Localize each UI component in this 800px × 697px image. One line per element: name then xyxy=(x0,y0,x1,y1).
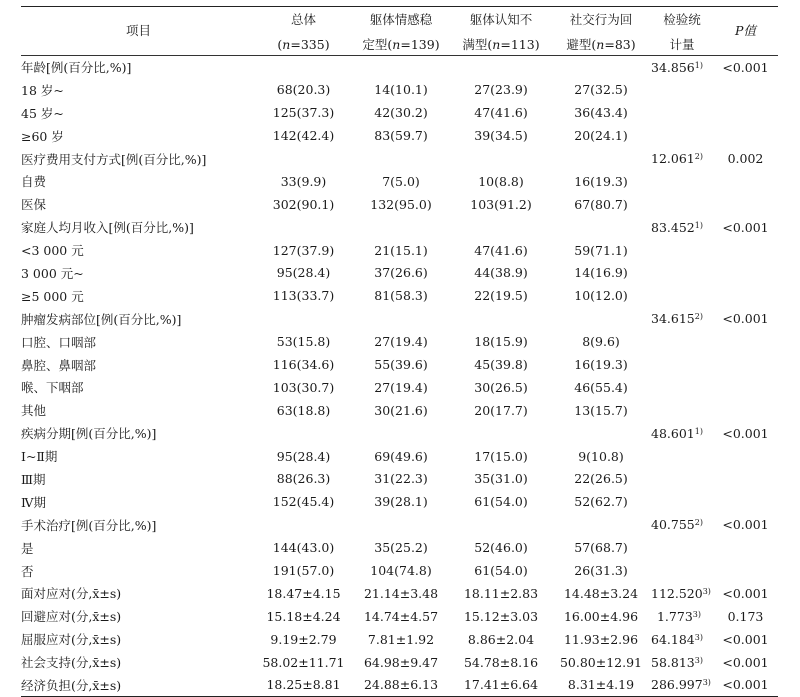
cell-avoid: 26(31.3) xyxy=(574,563,628,579)
cell-p-value: <0.001 xyxy=(722,631,769,647)
cell-avoid: 20(24.1) xyxy=(574,128,628,144)
header-stat-line1: 检验统 xyxy=(663,12,701,27)
table-row xyxy=(21,490,778,513)
cell-avoid xyxy=(551,216,651,239)
cell-test-statistic xyxy=(651,193,713,216)
cell-avoid: 9(10.8) xyxy=(578,448,624,464)
cell-p-value: <0.001 xyxy=(722,517,769,533)
cell-stable: 7.81±1.92 xyxy=(367,631,435,647)
cell-test-statistic xyxy=(651,536,713,559)
table-row xyxy=(21,399,778,422)
group-row xyxy=(21,147,778,170)
row-label: 肿瘤发病部位[例(百分比,%)] xyxy=(21,311,182,327)
cell-discontent xyxy=(451,216,551,239)
cell-stable: 21(15.1) xyxy=(374,242,428,258)
row-label: 社会支持(分,x̄±s) xyxy=(21,655,122,671)
cell-stable: 64.98±9.47 xyxy=(363,654,439,670)
cell-p-value xyxy=(713,101,778,124)
cell-avoid: 59(71.1) xyxy=(574,242,628,258)
row-label: 是 xyxy=(21,540,34,556)
row-label: 屈服应对(分,x̄±s) xyxy=(21,632,122,648)
table-row xyxy=(21,193,778,216)
cell-p-value: <0.001 xyxy=(722,59,769,75)
cell-avoid: 52(62.7) xyxy=(574,494,628,510)
cell-test-statistic xyxy=(651,330,713,353)
cell-test-statistic xyxy=(651,605,713,628)
group-row xyxy=(21,582,778,605)
cell-p-value: <0.001 xyxy=(722,654,769,670)
cell-total xyxy=(256,216,351,239)
cell-test-statistic xyxy=(651,284,713,307)
table-row xyxy=(21,284,778,307)
test-statistic-value: 64.184 xyxy=(651,631,695,647)
cell-stable: 14(10.1) xyxy=(374,82,428,98)
cell-avoid: 11.93±2.96 xyxy=(563,631,639,647)
cell-stable: 24.88±6.13 xyxy=(363,677,439,693)
cell-p-value: 0.173 xyxy=(727,608,764,624)
cell-test-statistic xyxy=(651,56,713,79)
row-label: 3 000 元~ xyxy=(21,265,84,281)
cell-discontent: 47(41.6) xyxy=(474,242,528,258)
row-label: 回避应对(分,x̄±s) xyxy=(21,609,122,625)
cell-avoid: 16(19.3) xyxy=(574,173,628,189)
test-statistic-footnote: 1) xyxy=(694,60,703,70)
header-stable-line2: 定型(n=139) xyxy=(362,37,440,52)
header-discontent-line2: 满型(n=113) xyxy=(462,37,540,52)
row-label: 医保 xyxy=(21,197,47,213)
cell-test-statistic xyxy=(651,353,713,376)
cell-p-value: <0.001 xyxy=(722,425,769,441)
cell-total: 33(9.9) xyxy=(280,173,327,189)
cell-discontent xyxy=(451,307,551,330)
cell-stable: 14.74±4.57 xyxy=(363,608,439,624)
cell-total: 58.02±11.71 xyxy=(262,654,345,670)
cell-avoid xyxy=(551,513,651,536)
cell-p-value xyxy=(713,445,778,468)
cell-test-statistic xyxy=(651,170,713,193)
group-row xyxy=(21,628,778,651)
row-label: ≥5 000 元 xyxy=(21,288,84,304)
cell-avoid: 46(55.4) xyxy=(574,379,628,395)
cell-discontent: 30(26.5) xyxy=(474,379,528,395)
cell-p-value xyxy=(713,124,778,147)
cell-discontent: 52(46.0) xyxy=(474,540,528,556)
cell-test-statistic xyxy=(651,490,713,513)
cell-total: 95(28.4) xyxy=(276,265,331,281)
cell-discontent: 47(41.6) xyxy=(474,105,528,121)
cell-total: 15.18±4.24 xyxy=(266,608,341,624)
cell-test-statistic xyxy=(651,422,713,445)
test-statistic-footnote: 3) xyxy=(692,609,701,619)
test-statistic-footnote: 2) xyxy=(694,518,703,528)
test-statistic-value: 34.615 xyxy=(651,311,695,327)
group-row xyxy=(21,651,778,674)
cell-stable xyxy=(351,422,451,445)
cell-discontent: 17(15.0) xyxy=(474,448,528,464)
cell-p-value xyxy=(713,262,778,285)
cell-total xyxy=(256,147,351,170)
row-label: Ⅲ期 xyxy=(21,471,46,487)
cell-total: 142(42.4) xyxy=(272,128,335,144)
test-statistic-value: 83.452 xyxy=(651,219,695,235)
cell-total: 116(34.6) xyxy=(272,357,335,373)
test-statistic-value: 1.773 xyxy=(656,608,693,624)
cell-total: 113(33.7) xyxy=(272,288,335,304)
group-row xyxy=(21,513,778,536)
cell-avoid: 57(68.7) xyxy=(574,540,628,556)
cell-total: 95(28.4) xyxy=(276,448,331,464)
cell-discontent: 35(31.0) xyxy=(474,471,528,487)
cell-discontent: 44(38.9) xyxy=(474,265,528,281)
cell-total: 103(30.7) xyxy=(272,379,335,395)
row-label: 其他 xyxy=(21,403,47,419)
group-row xyxy=(21,216,778,239)
header-avoid-line1: 社交行为回 xyxy=(569,12,633,27)
cell-avoid: 36(43.4) xyxy=(574,105,628,121)
cell-avoid xyxy=(551,307,651,330)
row-label: 18 岁~ xyxy=(21,82,64,98)
cell-discontent: 27(23.9) xyxy=(474,82,528,98)
cell-p-value xyxy=(713,193,778,216)
cell-discontent: 18.11±2.83 xyxy=(463,585,539,601)
table-row xyxy=(21,330,778,353)
cell-stable: 81(58.3) xyxy=(374,288,428,304)
group-row xyxy=(21,307,778,330)
cell-total: 9.19±2.79 xyxy=(270,631,337,647)
cell-discontent xyxy=(451,513,551,536)
cell-p-value: <0.001 xyxy=(722,219,769,235)
row-label: 医疗费用支付方式[例(百分比,%)] xyxy=(21,151,207,167)
cell-discontent: 18(15.9) xyxy=(474,334,528,350)
cell-stable: 27(19.4) xyxy=(374,334,428,350)
test-statistic-footnote: 3) xyxy=(702,678,711,688)
table-row xyxy=(21,353,778,376)
table-row xyxy=(21,468,778,491)
cell-total xyxy=(256,422,351,445)
cell-stable: 132(95.0) xyxy=(370,196,432,212)
table-row xyxy=(21,536,778,559)
cell-stable: 42(30.2) xyxy=(374,105,428,121)
test-statistic-footnote: 3) xyxy=(694,655,703,665)
cell-stable: 30(21.6) xyxy=(374,402,428,418)
cell-total: 88(26.3) xyxy=(276,471,331,487)
cell-stable: 27(19.4) xyxy=(374,379,428,395)
cell-p-value xyxy=(713,239,778,262)
test-statistic-footnote: 1) xyxy=(694,426,703,436)
cell-p-value xyxy=(713,559,778,582)
group-row xyxy=(21,674,778,697)
cell-test-statistic xyxy=(651,147,713,170)
table-row xyxy=(21,101,778,124)
cell-test-statistic xyxy=(651,262,713,285)
cell-test-statistic xyxy=(651,468,713,491)
cell-total: 18.47±4.15 xyxy=(266,585,341,601)
cell-avoid xyxy=(551,422,651,445)
cell-total: 53(15.8) xyxy=(276,334,331,350)
cell-avoid: 50.80±12.91 xyxy=(559,654,643,670)
data-table xyxy=(21,6,778,697)
cell-test-statistic xyxy=(651,445,713,468)
row-label: Ⅳ期 xyxy=(21,494,46,510)
table-row xyxy=(21,445,778,468)
cell-avoid: 14.48±3.24 xyxy=(563,585,639,601)
row-label: Ⅰ~Ⅱ期 xyxy=(21,449,58,465)
group-row xyxy=(21,605,778,628)
row-label: <3 000 元 xyxy=(21,243,84,259)
row-label: 口腔、口咽部 xyxy=(21,334,97,350)
header-stable-line1: 躯体情感稳 xyxy=(369,12,433,27)
cell-discontent: 22(19.5) xyxy=(474,288,528,304)
table-row xyxy=(21,170,778,193)
table-header xyxy=(21,7,778,56)
cell-test-statistic xyxy=(651,674,713,697)
row-label: 经济负担(分,x̄±s) xyxy=(21,677,122,693)
cell-avoid: 13(15.7) xyxy=(574,402,628,418)
row-label: 自费 xyxy=(21,174,47,190)
cell-test-statistic xyxy=(651,124,713,147)
table-body xyxy=(21,56,778,697)
cell-test-statistic xyxy=(651,78,713,101)
cell-avoid: 67(80.7) xyxy=(574,196,628,212)
cell-total: 125(37.3) xyxy=(272,105,335,121)
test-statistic-value: 286.997 xyxy=(651,677,703,693)
test-statistic-footnote: 2) xyxy=(694,312,703,322)
cell-test-statistic xyxy=(651,582,713,605)
cell-discontent xyxy=(451,56,551,79)
cell-stable: 37(26.6) xyxy=(374,265,428,281)
cell-stable: 35(25.2) xyxy=(374,540,428,556)
cell-test-statistic xyxy=(651,628,713,651)
cell-test-statistic xyxy=(651,101,713,124)
row-label: 45 岁~ xyxy=(21,105,64,121)
cell-test-statistic xyxy=(651,513,713,536)
row-label: 手术治疗[例(百分比,%)] xyxy=(21,517,157,533)
test-statistic-footnote: 3) xyxy=(694,632,703,642)
test-statistic-value: 48.601 xyxy=(651,425,695,441)
cell-test-statistic xyxy=(651,651,713,674)
cell-discontent: 39(34.5) xyxy=(474,128,528,144)
header-item: 项目 xyxy=(125,23,151,38)
cell-discontent: 61(54.0) xyxy=(474,563,528,579)
cell-p-value xyxy=(713,376,778,399)
cell-stable: 21.14±3.48 xyxy=(363,585,439,601)
test-statistic-value: 112.520 xyxy=(651,585,703,601)
cell-avoid xyxy=(551,56,651,79)
cell-avoid: 8.31±4.19 xyxy=(567,677,635,693)
cell-p-value: <0.001 xyxy=(722,311,769,327)
cell-stable xyxy=(351,307,451,330)
cell-stable xyxy=(351,56,451,79)
cell-discontent: 20(17.7) xyxy=(474,402,528,418)
test-statistic-footnote: 1) xyxy=(694,220,703,230)
cell-test-statistic xyxy=(651,239,713,262)
cell-total: 18.25±8.81 xyxy=(266,677,341,693)
row-label: 疾病分期[例(百分比,%)] xyxy=(21,426,157,442)
table-row xyxy=(21,78,778,101)
cell-stable: 55(39.6) xyxy=(374,357,428,373)
cell-p-value: <0.001 xyxy=(722,585,769,601)
cell-total: 152(45.4) xyxy=(272,494,335,510)
cell-avoid xyxy=(551,147,651,170)
cell-p-value xyxy=(713,468,778,491)
cell-discontent xyxy=(451,422,551,445)
cell-stable: 69(49.6) xyxy=(374,448,428,464)
header-total-line1: 总体 xyxy=(290,12,316,27)
row-label: 家庭人均月收入[例(百分比,%)] xyxy=(21,220,194,236)
header-avoid-line2: 避型(n=83) xyxy=(566,37,636,52)
cell-test-statistic xyxy=(651,307,713,330)
cell-discontent: 103(91.2) xyxy=(470,196,532,212)
cell-p-value xyxy=(713,490,778,513)
cell-total xyxy=(256,56,351,79)
cell-p-value xyxy=(713,536,778,559)
row-label: 年龄[例(百分比,%)] xyxy=(21,60,132,76)
row-label: 面对应对(分,x̄±s) xyxy=(21,586,122,602)
row-label: 喉、下咽部 xyxy=(21,380,84,396)
cell-total: 302(90.1) xyxy=(272,196,335,212)
cell-p-value: 0.002 xyxy=(727,151,764,166)
header-discontent-line1: 躯体认知不 xyxy=(469,12,533,27)
cell-avoid: 10(12.0) xyxy=(574,288,628,304)
test-statistic-value: 58.813 xyxy=(651,654,695,670)
test-statistic-value: 40.755 xyxy=(651,517,695,533)
table-row xyxy=(21,239,778,262)
cell-stable: 104(74.8) xyxy=(370,563,432,579)
cell-discontent: 10(8.8) xyxy=(478,173,524,189)
cell-avoid: 27(32.5) xyxy=(574,82,628,98)
cell-discontent: 15.12±3.03 xyxy=(463,608,539,624)
header-stat-line2: 计量 xyxy=(669,37,695,52)
row-label: ≥60 岁 xyxy=(21,128,64,144)
test-statistic-value: 34.856 xyxy=(651,59,695,75)
test-statistic-footnote: 3) xyxy=(702,586,711,596)
header-p-value: P值 xyxy=(735,23,756,38)
cell-p-value xyxy=(713,170,778,193)
cell-total: 63(18.8) xyxy=(276,402,331,418)
cell-avoid: 16(19.3) xyxy=(574,357,628,373)
table-row xyxy=(21,376,778,399)
cell-p-value xyxy=(713,78,778,101)
cell-avoid: 16.00±4.96 xyxy=(563,608,639,624)
cell-p-value xyxy=(713,353,778,376)
cell-discontent: 17.41±6.64 xyxy=(463,677,539,693)
cell-stable: 7(5.0) xyxy=(382,173,420,189)
cell-test-statistic xyxy=(651,376,713,399)
cell-stable xyxy=(351,147,451,170)
table-row xyxy=(21,262,778,285)
cell-avoid: 14(16.9) xyxy=(574,265,628,281)
cell-discontent: 61(54.0) xyxy=(474,494,528,510)
cell-total: 127(37.9) xyxy=(272,242,335,258)
cell-stable: 31(22.3) xyxy=(374,471,428,487)
cell-test-statistic xyxy=(651,399,713,422)
cell-stable xyxy=(351,513,451,536)
cell-stable xyxy=(351,216,451,239)
header-total-line2: (n=335) xyxy=(277,36,330,52)
cell-discontent: 54.78±8.16 xyxy=(463,654,539,670)
cell-total: 191(57.0) xyxy=(272,563,335,579)
test-statistic-footnote: 2) xyxy=(694,152,703,161)
group-row xyxy=(21,422,778,445)
cell-p-value xyxy=(713,284,778,307)
row-label: 鼻腔、鼻咽部 xyxy=(21,357,97,373)
cell-test-statistic xyxy=(651,216,713,239)
cell-discontent xyxy=(451,147,551,170)
cell-stable: 83(59.7) xyxy=(374,128,428,144)
group-row xyxy=(21,56,778,79)
cell-total: 68(20.3) xyxy=(276,82,331,98)
cell-total: 144(43.0) xyxy=(272,540,335,556)
cell-p-value: <0.001 xyxy=(722,677,769,693)
cell-test-statistic xyxy=(651,559,713,582)
row-label: 否 xyxy=(21,563,34,579)
table-row xyxy=(21,124,778,147)
cell-stable: 39(28.1) xyxy=(374,494,428,510)
table-row xyxy=(21,559,778,582)
cell-avoid: 22(26.5) xyxy=(574,471,628,487)
cell-discontent: 8.86±2.04 xyxy=(467,631,535,647)
test-statistic-value: 12.061 xyxy=(651,151,695,166)
cell-p-value xyxy=(713,399,778,422)
cell-discontent: 45(39.8) xyxy=(474,357,528,373)
cell-total xyxy=(256,307,351,330)
cell-avoid: 8(9.6) xyxy=(582,334,620,350)
cell-p-value xyxy=(713,330,778,353)
cell-total xyxy=(256,513,351,536)
